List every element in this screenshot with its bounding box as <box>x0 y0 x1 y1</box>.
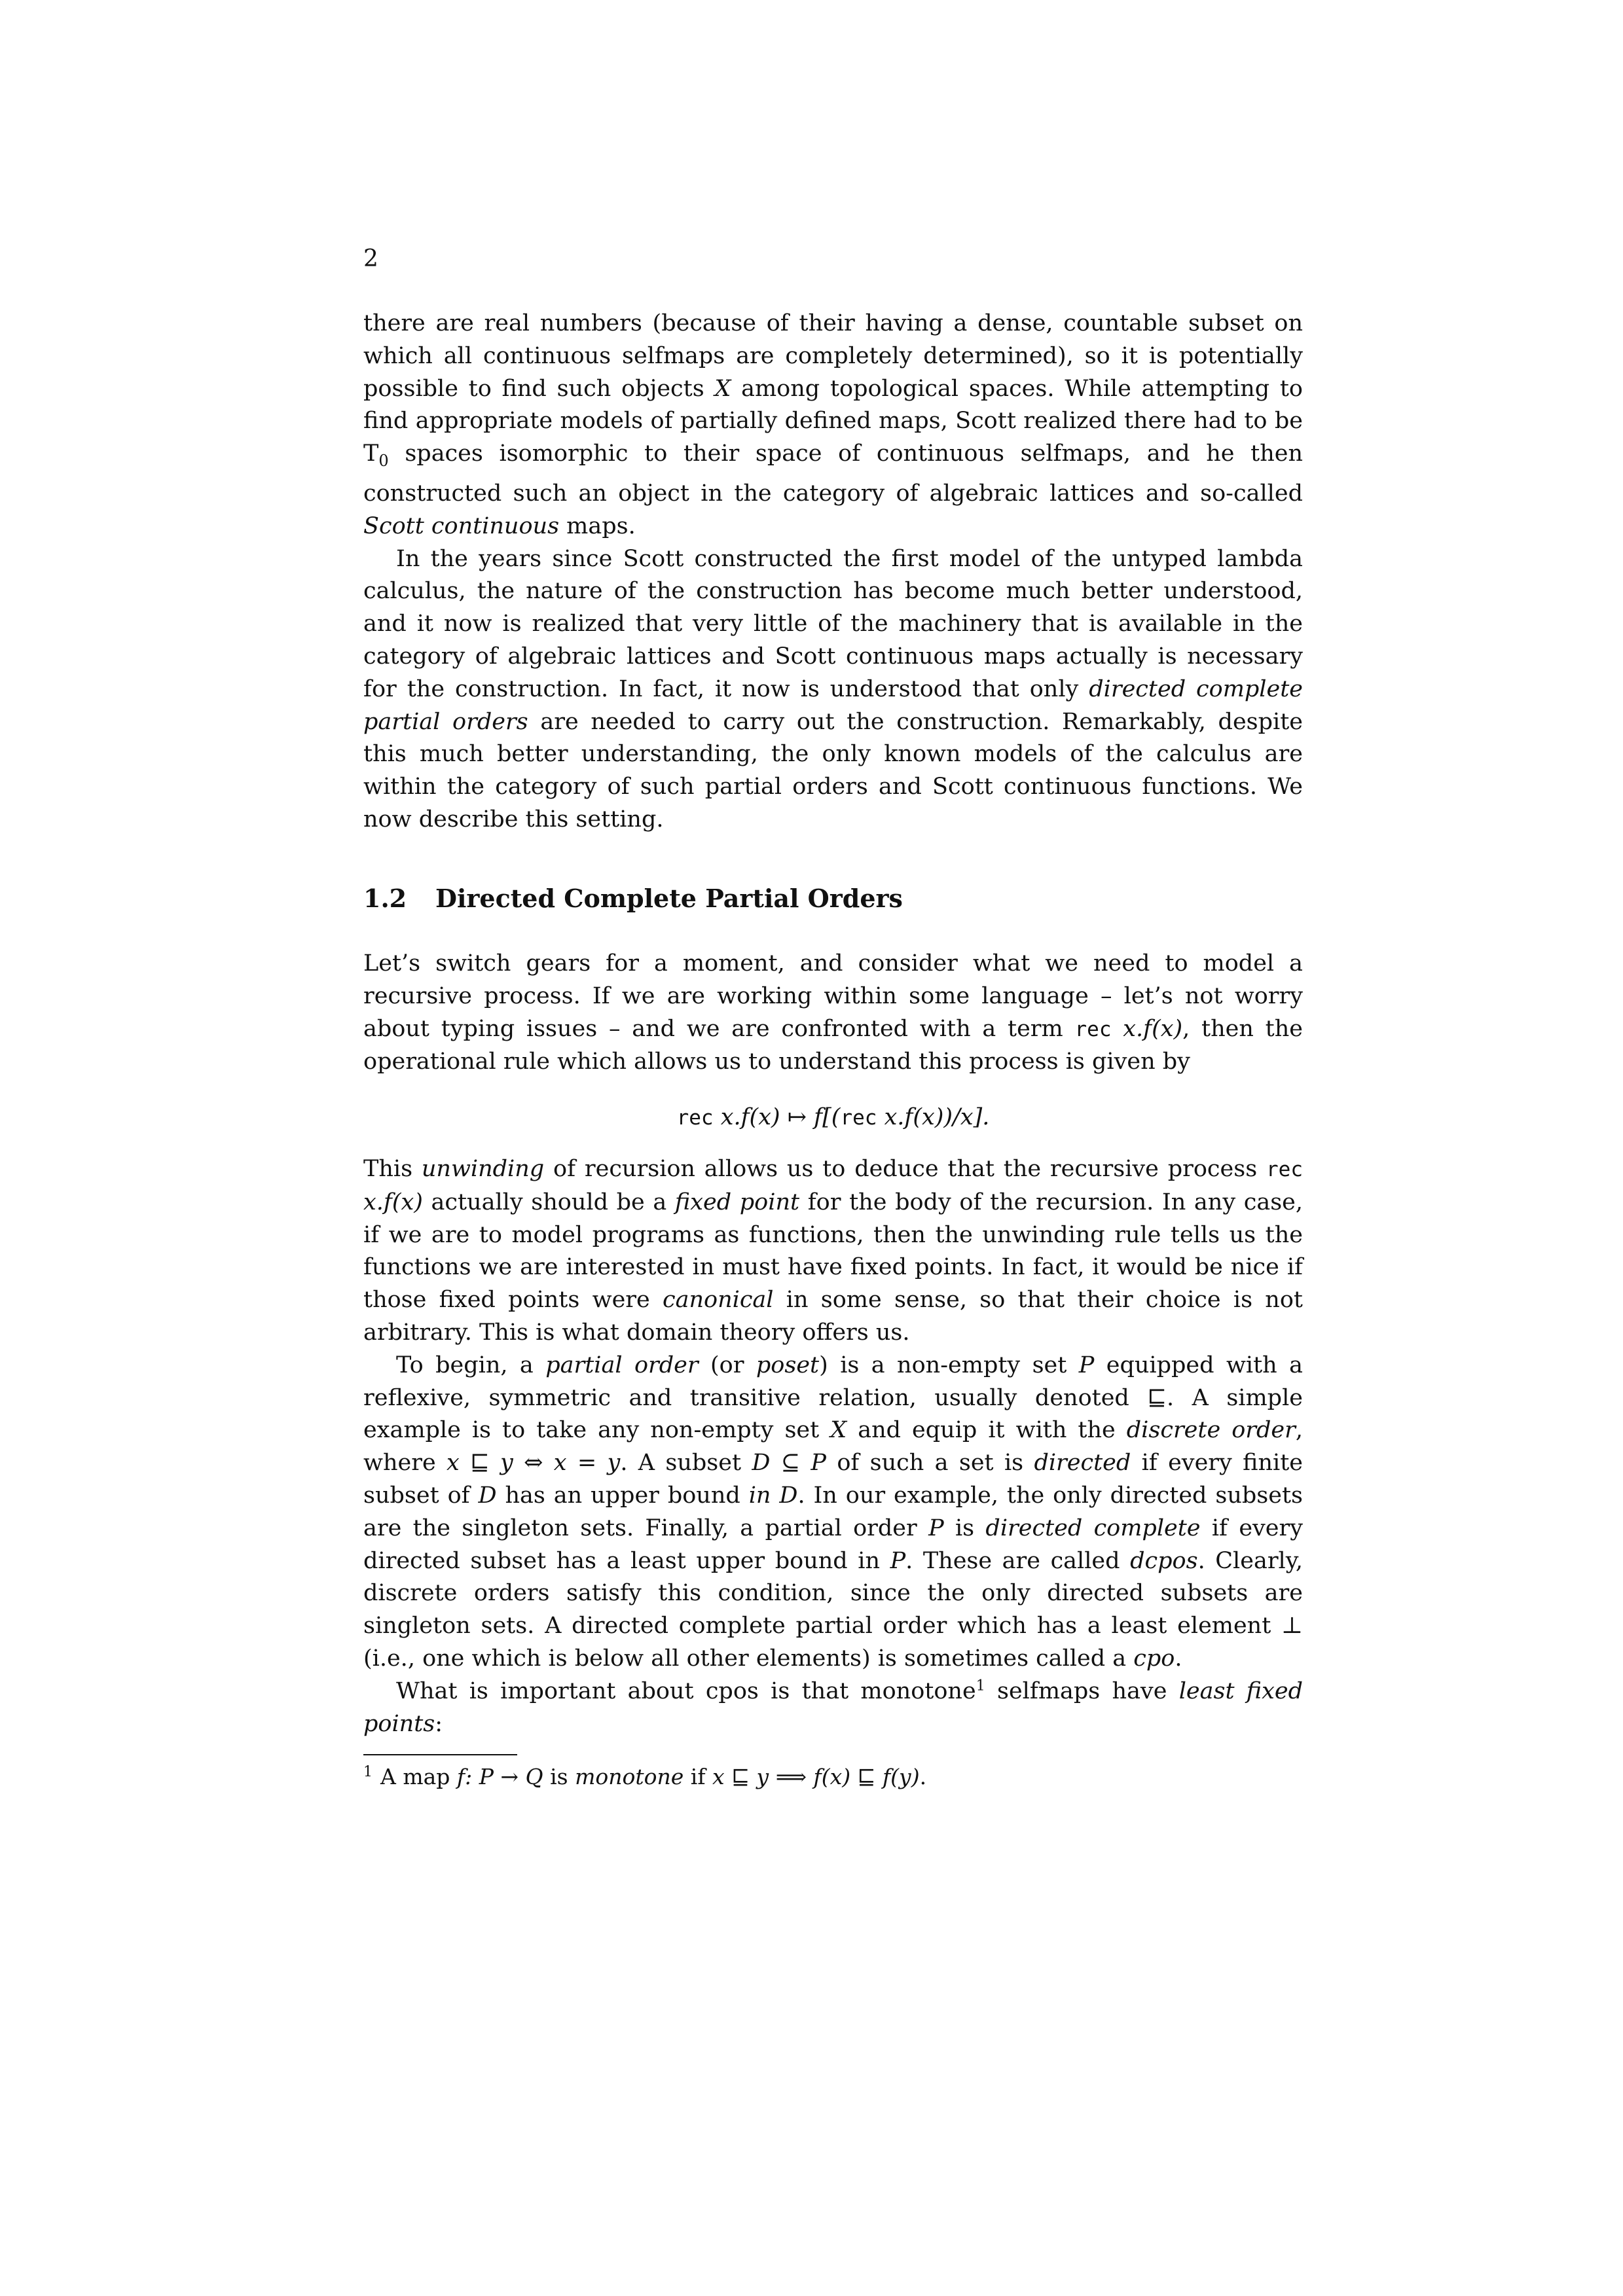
text-run: In the years since Scott constructed the first model of the untyped lambda calculus, the nature of the construction has become much better understood, and it now is realized that very little of the machinery that is available in the category of algebraic lattices and Scott continuous maps actually is necessary for the construction. In fact, it now is understood that only <box>363 545 1303 702</box>
footnote-divider <box>363 1754 517 1755</box>
text-run: This <box>363 1156 422 1182</box>
emphasis: partial order <box>545 1352 699 1378</box>
emphasis: cpo <box>1133 1645 1175 1672</box>
emphasis: discrete order <box>1126 1417 1296 1444</box>
text-run: actually should be a <box>422 1189 675 1215</box>
footnote-reference[interactable]: 1 <box>976 1677 985 1695</box>
text-run: are needed to carry out the construction. Remarkably, despite this much better understanding, the only known models of the calculus are within the category of such partial orders and Scott continuous functions. We now describe this setting. <box>363 708 1303 833</box>
display-equation <box>363 1101 1303 1134</box>
math-inline: x.f(x) ↦ f[( <box>713 1104 841 1130</box>
emphasis: in D <box>748 1482 798 1509</box>
text-run: if every finite subset of <box>363 1450 1303 1509</box>
text-run: among topological spaces. While attempting to find appropriate models of partially defined maps, Scott realized there had to be T <box>363 375 1303 467</box>
section-heading <box>363 884 903 914</box>
math-inline: P <box>928 1515 944 1541</box>
code-keyword: rec <box>840 1106 877 1130</box>
emphasis: monotone <box>575 1764 684 1789</box>
text-run: if <box>684 1764 713 1789</box>
emphasis: unwinding <box>421 1156 545 1182</box>
text-run: for the body of the recursion. In any case, if we are to model programs as functions, then the unwinding rule tells us the functions we are interested in must have fixed points. In fact, it would be nice if those fixed points were <box>363 1189 1304 1314</box>
emphasis: least fixed points <box>363 1677 1303 1737</box>
paragraph-4 <box>363 1153 1303 1350</box>
text-run: equipped with a reflexive, symmetric and transitive relation, usually denoted ⊑. A simple example is to take any non-empty set <box>363 1352 1303 1444</box>
math-inline: x.f(x) <box>1111 1015 1183 1042</box>
math-inline: D ⊆ P <box>752 1450 826 1477</box>
page-number: 2 <box>363 245 378 272</box>
section-title: Directed Complete Partial Orders <box>435 884 903 913</box>
emphasis: poset <box>756 1352 820 1378</box>
text-run: . In our example, the only directed subsets are the singleton sets. Finally, a partial order <box>363 1482 1303 1541</box>
text-run: (or <box>698 1352 756 1378</box>
body-text-bottom <box>363 1153 1303 1740</box>
emphasis: Scott continuous <box>363 512 560 539</box>
body-text-top <box>363 948 1303 1079</box>
math-inline: X <box>714 375 731 402</box>
text-run: of such a set is <box>826 1450 1034 1477</box>
math-inline: x.f(x))/x]. <box>877 1104 990 1130</box>
math-inline: P <box>1078 1352 1095 1378</box>
footnote <box>363 1762 1303 1791</box>
emphasis: canonical <box>663 1287 774 1314</box>
math-inline: P <box>890 1547 906 1574</box>
math-inline: x ⊑ y ⟹ f(x) ⊑ f(y) <box>712 1764 920 1789</box>
code-keyword: rec <box>676 1106 714 1130</box>
text-run: of recursion allows us to deduce that the recursive process <box>544 1156 1266 1182</box>
text-run: there are real numbers (because of their having a dense, countable subset on which all continuous selfmaps are completely determined), so it is potentially possible to find such objects <box>363 310 1303 402</box>
paragraph-2 <box>363 543 1303 836</box>
text-run: To begin, a <box>396 1352 546 1378</box>
code-keyword: rec <box>1266 1158 1303 1181</box>
text-run: is <box>543 1764 575 1789</box>
text-run: Let’s switch gears for a moment, and consider what we need to model a recursive process. If we are working within some language – let’s not worry about typing issues – and we are confronted with a term <box>363 950 1303 1042</box>
emphasis: directed complete <box>985 1515 1201 1541</box>
text-run: . <box>919 1764 927 1789</box>
text-run: , then the operational rule which allows us to understand this process is given by <box>363 1015 1303 1075</box>
emphasis: fixed point <box>674 1189 800 1215</box>
emphasis: directed <box>1034 1450 1131 1477</box>
section-number: 1.2 <box>363 884 407 913</box>
text-run: if every directed subset has a least upper bound in <box>363 1515 1304 1574</box>
math-inline: x ⊑ y ⇔ x = y <box>447 1450 621 1477</box>
math-inline: X <box>830 1417 847 1444</box>
footnote-mark: 1 <box>363 1764 373 1780</box>
intro-text <box>363 308 1303 836</box>
paragraph-3 <box>363 948 1303 1079</box>
text-run: , where <box>363 1417 1303 1477</box>
math-inline: f: P → Q <box>456 1764 543 1789</box>
math-inline: x.f(x) <box>363 1189 423 1215</box>
math-inline: D <box>478 1482 497 1509</box>
text-run: . A subset <box>620 1450 752 1477</box>
text-run: . <box>1175 1645 1182 1672</box>
text-run: has an upper bound <box>496 1482 749 1509</box>
text-run: ) is a non-empty set <box>819 1352 1079 1378</box>
text-run: What is important about cpos is that monotone <box>396 1677 976 1704</box>
text-run: spaces isomorphic to their space of continuous selfmaps, and he then constructed such an object in the category of algebraic lattices and so-called <box>363 440 1303 507</box>
code-keyword: rec <box>1074 1017 1112 1041</box>
text-run: in some sense, so that their choice is not arbitrary. This is what domain theory offers us. <box>363 1287 1303 1346</box>
paragraph-6 <box>363 1676 1303 1741</box>
emphasis: dcpos <box>1130 1547 1198 1574</box>
subscript: 0 <box>378 452 389 471</box>
text-run: . Clearly, discrete orders satisfy this condition, since the only directed subsets are singleton sets. A directed complete partial order which has a least element ⊥ (i.e., one which is below all other elements) is sometimes called a <box>363 1547 1304 1672</box>
text-run: is <box>943 1515 986 1541</box>
text-run: selfmaps have <box>985 1677 1179 1704</box>
text-run: : <box>435 1710 443 1737</box>
text-run: . These are called <box>905 1547 1131 1574</box>
paragraph-1 <box>363 308 1303 543</box>
text-run: and equip it with the <box>847 1417 1127 1444</box>
text-run: maps. <box>559 512 636 539</box>
text-run: A map <box>380 1764 457 1789</box>
emphasis: directed complete partial orders <box>363 675 1303 735</box>
paragraph-5 <box>363 1350 1303 1676</box>
